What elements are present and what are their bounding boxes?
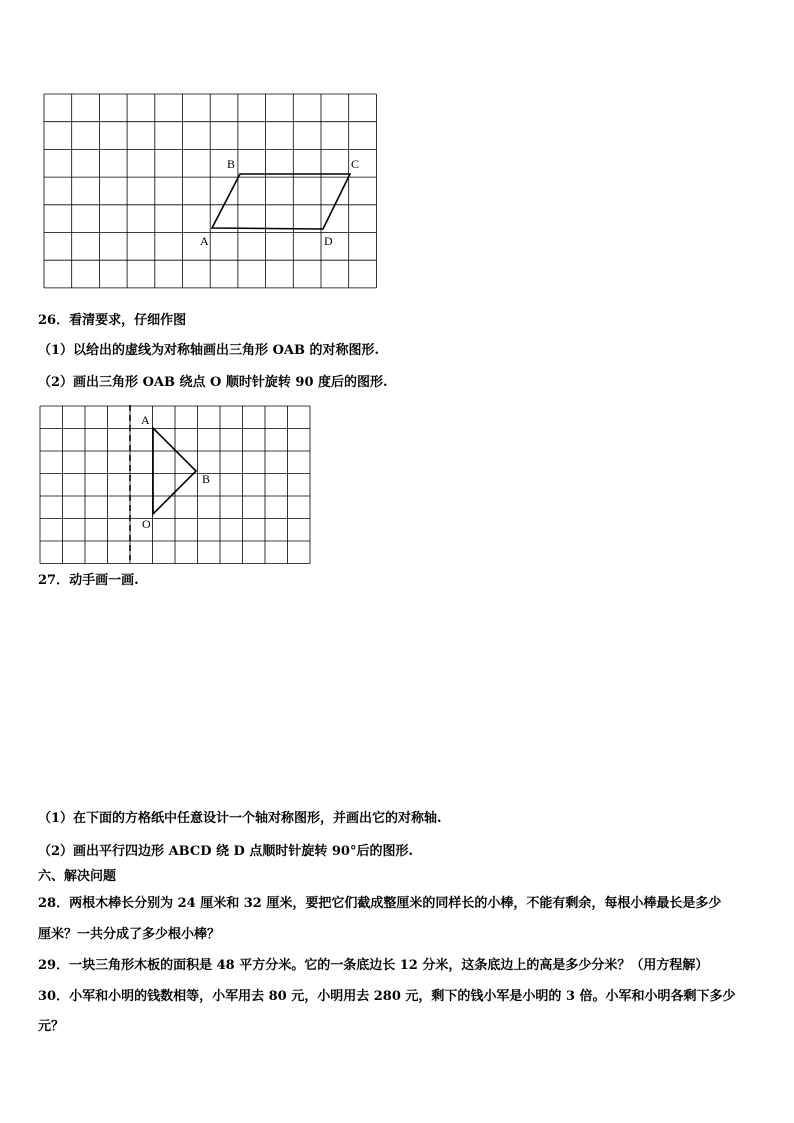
q28-line2: 厘米？一共分成了多少根小棒？ bbox=[38, 927, 221, 942]
label-c: C bbox=[351, 157, 360, 171]
label-a: A bbox=[141, 413, 150, 427]
q27-part1: （1）在下面的方格纸中任意设计一个轴对称图形，并画出它的对称轴. bbox=[38, 811, 442, 826]
label-d: D bbox=[324, 234, 333, 248]
label-a: A bbox=[200, 234, 209, 248]
q26-part2: （2）画出三角形 OAB 绕点 O 顺时针旋转 90 度后的图形. bbox=[38, 375, 388, 390]
q30-line1: 30．小军和小明的钱数相等，小军用去 80 元，小明用去 280 元，剩下的钱小军是小明的 3 倍。小军和小明各剩下多少 bbox=[38, 989, 736, 1004]
q27-title: 27．动手画一画. bbox=[38, 573, 139, 588]
label-b: B bbox=[202, 472, 211, 486]
label-o: O bbox=[142, 517, 151, 531]
q26-part1: （1）以给出的虚线为对称轴画出三角形 OAB 的对称图形. bbox=[38, 343, 380, 358]
q30-line2: 元？ bbox=[38, 1019, 65, 1034]
label-b: B bbox=[227, 157, 236, 171]
triangle-oab bbox=[153, 428, 196, 514]
q26-title: 26．看清要求，仔细作图 bbox=[38, 313, 187, 328]
q29-line1: 29．一块三角形木板的面积是 48 平方分米。它的一条底边长 12 分米，这条底边上的高是多少分米？（用方程解） bbox=[38, 958, 709, 973]
section-six-title: 六、解决问题 bbox=[38, 869, 117, 884]
grid-lines bbox=[40, 406, 310, 564]
q27-part2: （2）画出平行四边形 ABCD 绕 D 点顺时针旋转 90°后的图形. bbox=[38, 844, 414, 859]
q28-line1: 28．两根木棒长分别为 24 厘米和 32 厘米，要把它们截成整厘米的同样长的小棒，不能有剩余，每根小棒最长是多少 bbox=[38, 896, 722, 911]
